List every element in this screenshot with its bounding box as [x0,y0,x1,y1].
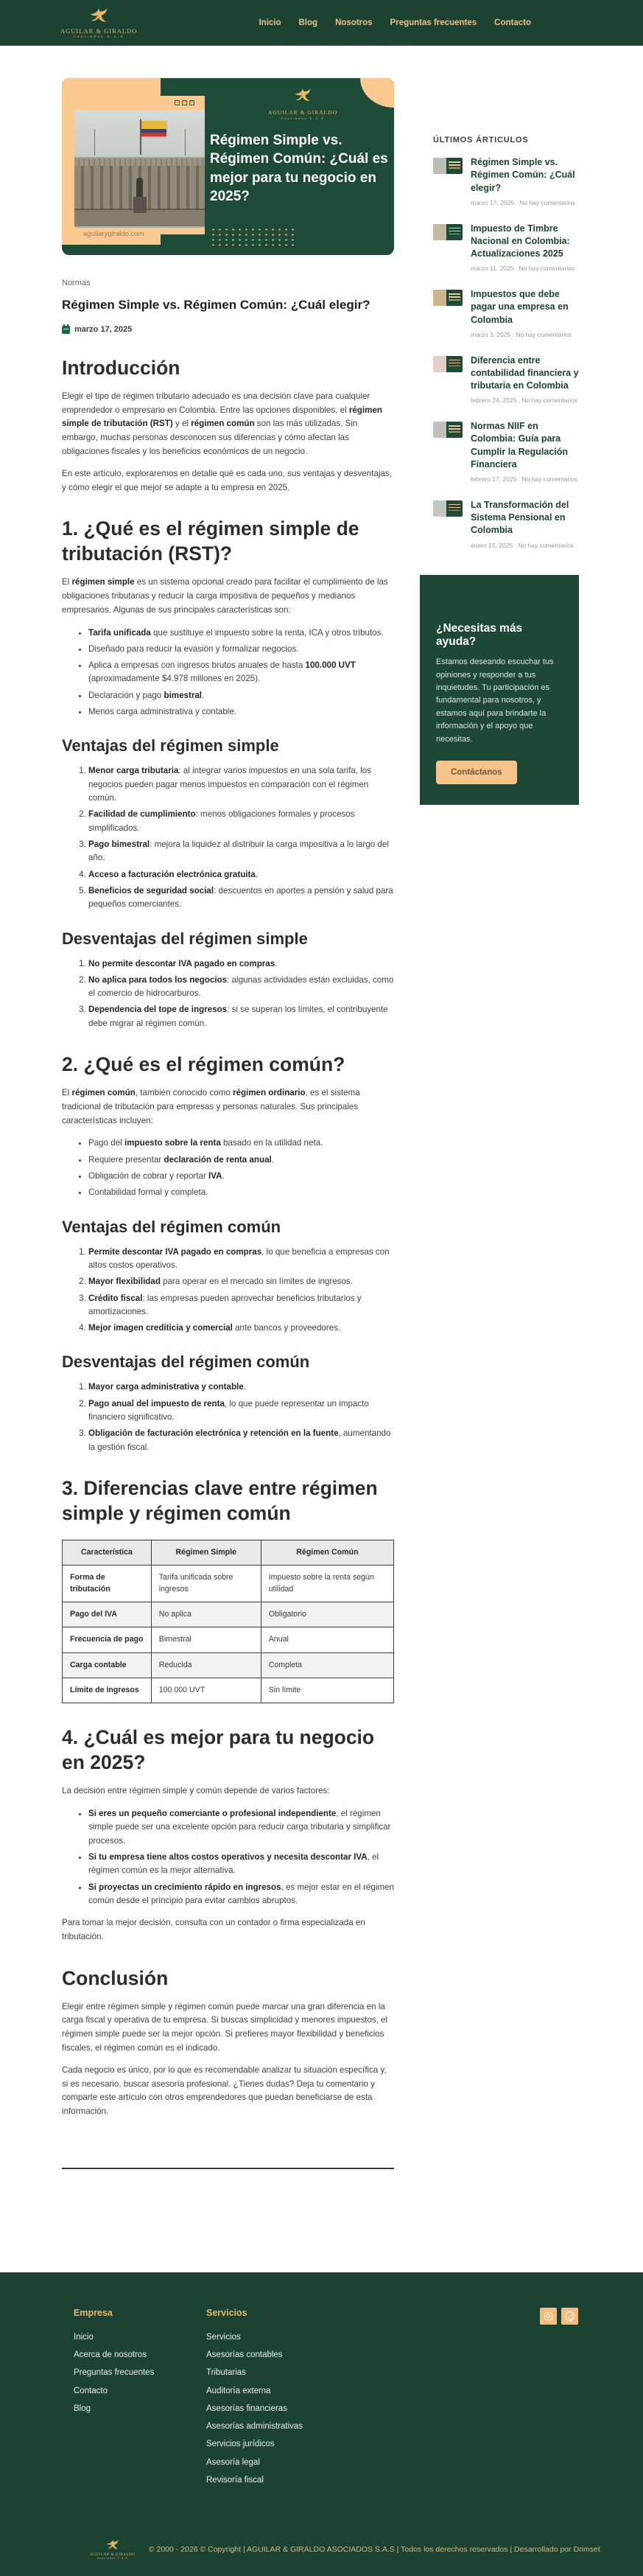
whatsapp-button[interactable] [561,2308,578,2325]
window-controls [175,100,194,105]
article-section-heading: 2. ¿Qué es el régimen común? [62,1053,345,1076]
brand-subtitle: Asociados S.A.S [73,35,124,38]
list-item: • Menos carga administrativa y contable. [88,705,394,719]
footer-link-preguntas-frecuentes[interactable]: Preguntas frecuentes [74,2368,155,2378]
table-cell: Completa [261,1652,393,1678]
hero-logo [247,88,358,120]
recent-article-title[interactable]: Diferencia entre contabilidad financiera y tributaria en Colombia [471,355,579,391]
list-item: • Aplica a empresas con ingresos brutos anuales de hasta 100.000 UVT (aproximadamente $4.978 millones en 2025). [88,659,394,686]
article-thumbnail [433,158,463,174]
list-item: 1. Menor carga tributaria: al integrar varios impuestos en una sola tarifa, los negocios pueden pagar menos impuestos en comparación con el régimen común. [88,764,394,805]
brand-logo[interactable] [60,7,137,39]
article-body [62,356,394,2119]
footer-bottom [0,2539,643,2560]
article-subheading: Desventajas del régimen simple [62,929,308,948]
footer-link-asesoria-legal[interactable]: Asesoría legal [206,2457,260,2467]
footer-column-title: Empresa [74,2307,113,2318]
thumbnail-banner [446,290,463,306]
article-paragraph: En este artículo, exploraremos en detalle qué es cada uno, sus ventajas y desventajas, y cómo elegir el que mejor se adapte a tu empresa en 2025. [62,468,392,492]
list-item: 3. Obligación de facturación electrónica y retención en la fuente, aumentando la gestión fiscal. [88,1427,394,1454]
table-row [63,1627,394,1652]
recent-article-text [471,499,579,551]
list-item: 2. Mayor flexibilidad para operar en el mercado sin límites de ingresos. [88,1275,394,1288]
table-header-cell: Régimen Simple [151,1540,261,1565]
post-title: Régimen Simple vs. Régimen Común: ¿Cuál elegir? [62,298,370,312]
footer-link-asesorias-contables[interactable]: Asesorías contables [206,2350,283,2360]
list-item: 1. Mayor carga administrativa y contable. [88,1381,394,1394]
site-footer [0,2272,643,2576]
recent-article-item[interactable] [433,223,579,274]
list-item: 2. No aplica para todos los negocios: algunas actividades están excluidas, como el comercio de hidrocarburos. [88,974,394,1001]
instagram-button[interactable] [540,2308,557,2325]
footer-link-auditoria-externa[interactable]: Auditoría externa [206,2386,271,2395]
table-cell: Obligatorio [261,1602,393,1627]
article-paragraph: Elegir entre régimen simple y régimen común puede marcar una gran diferencia en la carga fiscal y operativa de tu empresa. Si buscas simplicidad y menores impuestos, el régimen simple puede ser la mejor opción. Si prefieres mayor flexibilidad y beneficios fiscales, el régimen común es el indicado. [62,2001,388,2053]
footer-link-servicios-juridicos[interactable]: Servicios jurídicos [206,2440,275,2449]
comparison-table [62,1540,394,1704]
article-section-heading: Introducción [62,357,180,379]
contact-button[interactable]: Contáctanos [436,761,517,784]
footer-link-tributarias[interactable]: Tributarias [206,2368,246,2378]
recent-article-title[interactable]: Impuesto de Timbre Nacional en Colombia: Actualizaciones 2025 [471,223,570,259]
article-paragraph: Cada negocio es único, por lo que es recomendable analizar tu situación específica y, si es necesario, buscar asesoría profesional. ¿Tienes dudas? Deja tu comentario y comparte este artículo con otros emprendedores que puedan beneficiarse de esta información. [62,2064,387,2117]
site-url: aguilarygiraldo.com [83,230,144,238]
table-cell: Bimestral [151,1627,261,1652]
list-item: • Si proyectas un crecimiento rápido en ingresos, es mejor estar en el régimen común desde el principio para evitar cambios abruptos. [88,1881,394,1908]
thumbnail-banner [446,224,463,240]
footer-link-contacto[interactable]: Contacto [74,2386,108,2395]
article-paragraph: El régimen común, también conocido como régimen ordinario, es el sistema tradicional de tributación para empresas y personas naturales. Sus principales características incluyen: [62,1088,360,1125]
table-cell: Pago del IVA [63,1602,152,1627]
article-section-heading: Conclusión [62,1966,169,1989]
recent-article-text [471,156,579,208]
list-item: • Requiere presentar declaración de renta anual. [88,1153,394,1167]
recent-article-item[interactable] [433,288,579,340]
post-date-row [62,325,394,334]
thumbnail-banner [446,422,463,438]
recent-article-item[interactable] [433,355,579,406]
close-icon: × [189,100,194,105]
recent-article-title[interactable]: Impuestos que debe pagar una empresa en Colombia [471,289,569,325]
maximize-icon: □ [183,100,186,105]
list-item: 4. Acceso a facturación electrónica gratuita. [88,868,394,882]
list-item: 5. Beneficios de seguridad social: descuentos en aportes a pensión y salud para pequeños comerciantes. [88,884,394,912]
table-header-cell: Característica [63,1540,152,1565]
footer-column-empresa [74,2308,206,2420]
table-header-cell: Régimen Común [261,1540,393,1565]
article-section-heading: 3. Diferencias clave entre régimen simple y régimen común [62,1477,378,1524]
article-numbered-list [62,1381,394,1454]
recent-article-title[interactable]: Régimen Simple vs. Régimen Común: ¿Cuál elegir? [471,157,575,193]
footer-link-revisoria-fiscal[interactable]: Revisoría fiscal [206,2475,264,2485]
thumbnail-photo [433,290,446,306]
thumbnail-photo [433,224,446,240]
help-card-title: ¿Necesitas más ayuda? [436,622,523,649]
article-subheading: Ventajas del régimen simple [62,736,279,755]
article-thumbnail [433,356,463,372]
nav-item-inicio[interactable]: Inicio [259,18,281,27]
recent-article-item[interactable] [433,499,579,551]
article-thumbnail [433,224,463,240]
brand-name: AGUILAR & GIRALDO [60,27,138,35]
copyright: © 2000 - 2026 © Copyright | AGUILAR & GIRALDO ASOCIADOS S.A.S | Todos los derechos reservados | Desarrollado por Drimset [148,2545,600,2555]
article-bullet-list [62,1807,394,1907]
help-card [420,575,579,805]
footer-link-asesorias-financieras[interactable]: Asesorías financieras [206,2404,287,2413]
table-cell: Reducida [151,1652,261,1678]
calendar-icon [62,326,70,334]
article-section-heading: 4. ¿Cuál es mejor para tu negocio en 2025? [62,1726,375,1774]
article-paragraph: El régimen simple es un sistema opcional creado para facilitar el cumplimiento de las obligaciones tributarias y reducir la carga impositiva de pequeños y medianos empresarios. Algunas de sus principales características son: [62,577,388,615]
hero-title: Régimen Simple vs. Régimen Común: ¿Cuál es mejor para tu negocio en 2025? [210,133,388,205]
article-subheading: Desventajas del régimen común [62,1352,310,1372]
category-label[interactable]: Normas [62,279,91,287]
article-thumbnail [433,422,463,438]
page-content [0,78,643,2169]
list-item: 4. Mejor imagen crediticia y comercial ante bancos y proveedores. [88,1322,394,1335]
table-cell: Frecuencia de pago [63,1627,152,1652]
list-item: 3. Crédito fiscal: las empresas pueden aprovechar beneficios tributarios y amortizaciones. [88,1292,394,1319]
recent-article-meta: marzo 11, 2025 . No hay comentarios [471,265,575,273]
recent-article-text [471,223,579,274]
content-divider [62,2168,394,2169]
flagpole-right [185,129,186,156]
article-numbered-list [62,1246,394,1336]
colombia-flag [141,121,166,136]
hero-brand-name: AGUILAR & GIRALDO [267,109,338,116]
table-cell: Límite de ingresos [63,1678,152,1703]
recent-article-item[interactable] [433,156,579,208]
table-cell: No aplica [151,1602,261,1627]
footer-brand-name: AGUILAR & GIRALDO [90,2553,136,2558]
list-item: 3. Dependencia del tope de ingresos: si se superan los límites, el contribuyente debe migrar al régimen común. [88,1003,394,1030]
recent-article-text [471,288,579,340]
hero-brand-subtitle: Asociados S.A.S [281,116,325,120]
recent-article-meta: enero 15, 2025 . No hay comentarios [471,541,574,549]
table-cell: 100.000 UVT [151,1678,261,1703]
article-paragraph: Para tomar la mejor decisión, consulta con un contador o firma especializada en tributación. [62,1918,365,1941]
article-numbered-list [62,764,394,911]
hero-banner [62,78,394,255]
statue [133,178,147,213]
table-cell: Impuesto sobre la renta según utilidad [261,1566,393,1602]
nav-item-contacto[interactable]: Contacto [494,18,531,27]
article-section-heading: 1. ¿Qué es el régimen simple de tributación (RST)? [62,517,359,565]
thumbnail-photo [433,158,446,174]
list-item: • Pago del impuesto sobre la renta basado en la utilidad neta. [88,1137,394,1150]
list-item: 1. Permite descontar IVA pagado en compras, lo que beneficia a empresas con altos costos operativos. [88,1246,394,1273]
recent-article-text [471,355,579,406]
table-row [63,1566,394,1602]
article-paragraph: La decisión entre régimen simple y común depende de varios factores: [62,1786,330,1796]
hero-corner-shape [360,78,394,108]
footer-column-title: Servicios [206,2307,247,2318]
hero-photo [74,110,205,228]
table-cell: Tarifa unificada sobre ingresos [151,1566,261,1602]
article-thumbnail [433,500,463,517]
nav-item-blog[interactable]: Blog [298,18,318,27]
footer-link-asesorias-administrativas[interactable]: Asesorías administrativas [206,2422,303,2432]
list-item: 3. Pago bimestral: mejora la liquidez al distribuir la carga impositiva a lo largo del año. [88,838,394,865]
eagle-icon [86,7,111,26]
article-subheading: Ventajas del régimen común [62,1217,281,1236]
article-bullet-list [62,1137,394,1199]
list-item: • Si tu empresa tiene altos costos operativos y necesita descontar IVA, el régimen común es la mejor alternativa. [88,1851,394,1878]
table-row [63,1652,394,1678]
footer-link-acerca-de-nosotros[interactable]: Acerca de nosotros [74,2350,147,2360]
thumbnail-photo [433,500,446,517]
post-date: marzo 17, 2025 [74,325,133,334]
recent-article-meta: febrero 17, 2025 . No hay comentarios [471,475,578,483]
recent-articles-list [433,156,579,550]
list-item: • Obligación de cobrar y reportar IVA. [88,1170,394,1183]
footer-link-servicios[interactable]: Servicios [206,2332,241,2342]
thumbnail-banner [446,500,463,517]
list-item: • Declaración y pago bimestral. [88,689,394,702]
table-row [63,1602,394,1627]
site-header [0,0,643,46]
footer-logo [90,2539,136,2560]
main-nav [259,18,531,27]
table-cell: Forma de tributación [63,1566,152,1602]
sidebar [420,136,579,805]
recent-article-meta: febrero 24, 2025 . No hay comentarios [471,397,578,405]
list-item: • Tarifa unificada que sustituye el impuesto sobre la renta, ICA y otros tributos. [88,626,394,640]
recent-article-meta: marzo 17, 2025 . No hay comentarios [471,198,575,206]
table-cell: Carga contable [63,1652,152,1678]
sidebar-heading: ÚLTIMOS ÁRTICULOS [433,136,529,144]
list-item: 2. Pago anual del impuesto de renta, lo que puede representar un impacto financiero significativo. [88,1397,394,1425]
recent-article-text [471,420,579,484]
flagpole-left [94,129,95,156]
recent-article-item[interactable] [433,420,579,484]
footer-columns [0,2308,643,2492]
thumbnail-banner [446,158,463,174]
table-row [63,1678,394,1703]
article-bullet-list [62,626,394,719]
nav-item-preguntas-frecuentes[interactable]: Preguntas frecuentes [390,18,477,27]
list-item: • Si eres un pequeño comerciante o profesional independiente, el régimen simple puede ser una excelente opción para reducir carga tributaria y simplificar procesos. [88,1807,394,1848]
table-cell: Anual [261,1627,393,1652]
eagle-icon [292,88,314,105]
instagram-icon [544,2312,552,2320]
list-item: 1. No permite descontar IVA pagado en compras. [88,957,394,971]
list-item: • Contabilidad formal y completa. [88,1186,394,1199]
help-card-body: Estamos deseando escuchar tus opiniones y responder a tus inquietudes. Tu participación es fundamental para nosotros, y estamos aquí para brindarte la información y el apoyo que necesitas. [436,657,554,744]
footer-link-blog[interactable]: Blog [74,2404,91,2413]
recent-article-meta: marzo 3, 2025 . No hay comentarios [471,330,572,338]
dots-pattern [210,227,294,248]
nav-item-nosotros[interactable]: Nosotros [335,18,373,27]
thumbnail-photo [433,356,446,372]
thumbnail-photo [433,422,446,438]
article-thumbnail [433,290,463,306]
whatsapp-icon [565,2311,575,2321]
footer-socials [540,2308,578,2325]
footer-column-servicios [206,2308,339,2492]
list-item: • Diseñado para reducir la evasión y formalizar negocios. [88,643,394,656]
footer-link-inicio[interactable]: Inicio [74,2332,94,2342]
article-paragraph: Elegir el tipo de régimen tributario adecuado es una decisión clave para cualquier emprendedor o empresario en Colombia. Entre las opciones disponibles, el régimen simple de tributación (RST) y el régimen común son las más utilizadas. Sin embargo, muchas personas desconocen sus diferencias y cómo afectan las obligaciones fiscales y los beneficios económicos de un negocio. [62,391,383,457]
table-cell: Sin límite [261,1678,393,1703]
article [62,279,394,2119]
article-numbered-list [62,957,394,1031]
eagle-icon [105,2539,121,2552]
footer-brand-subtitle: Asociados S.A.S [96,2557,128,2561]
minimize-icon: – [175,100,180,105]
recent-article-title[interactable]: Normas NIIF en Colombia: Guía para Cumplir la Regulación Financiera [471,421,568,470]
recent-article-title[interactable]: La Transformación del Sistema Pensional en Colombia [471,499,569,536]
thumbnail-banner [446,356,463,372]
list-item: 2. Facilidad de cumplimiento: menos obligaciones formales y procesos simplificados. [88,808,394,835]
